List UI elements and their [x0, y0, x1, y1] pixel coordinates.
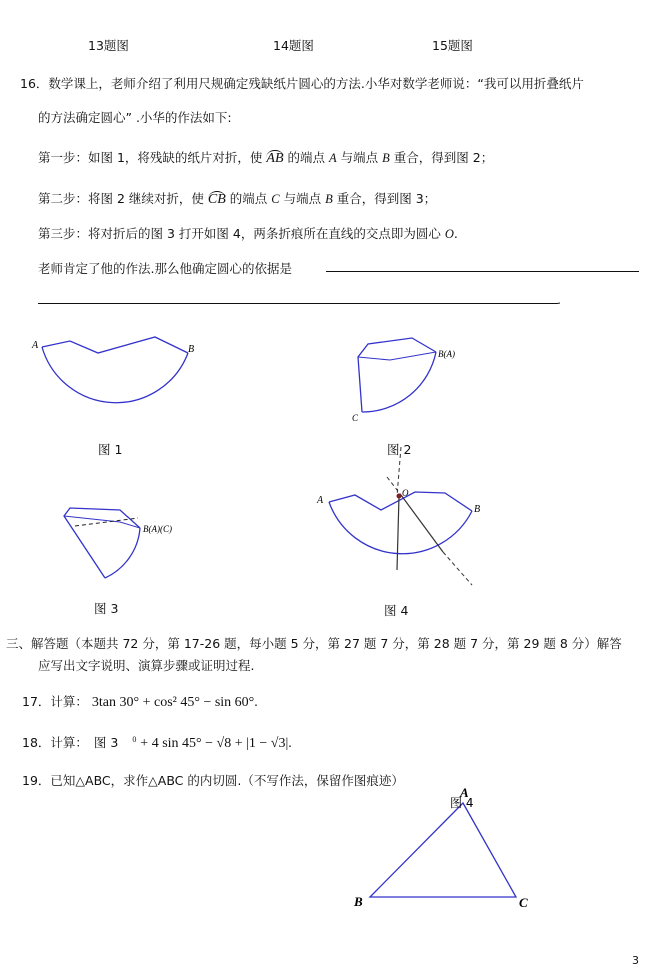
- figure-2: [350, 332, 470, 427]
- q17-number: 17．计算：: [22, 694, 88, 709]
- fig15-caption: 15题图: [432, 38, 473, 53]
- q16-step3-O: O: [444, 227, 454, 241]
- q16-intro-line2: 的方法确定圆心” .小华的作法如下:: [38, 110, 232, 125]
- q16-step1-B: B: [382, 151, 390, 165]
- q16-step2-suffix: 重合，得到图 3；: [336, 191, 437, 206]
- fig2-label-C: C: [352, 413, 359, 423]
- fig2-outline: [358, 338, 436, 412]
- q16-end-dot: .: [557, 292, 561, 307]
- q16-question: 老师肯定了他的作法.那么他确定圆心的依据是: [38, 261, 292, 276]
- fig1-torn-edge: [42, 337, 188, 353]
- q16-step2-prefix: 第二步：将图 2 继续对折，使: [38, 191, 204, 206]
- fig1-caption: 图 1: [98, 442, 123, 457]
- q16-step2-mid1: 的端点: [229, 191, 268, 206]
- q16-step1-arc: AB: [266, 151, 284, 166]
- fig14-caption: 14题图: [273, 38, 314, 53]
- fig4-crease-1-dashed: [397, 447, 401, 496]
- fig3-caption: 图 3: [94, 601, 119, 616]
- q18-number: 18．计算：: [22, 735, 88, 750]
- q16-answer-line-2[interactable]: [38, 303, 558, 304]
- fig2-fold: [358, 352, 436, 360]
- fig4-label-A: A: [317, 495, 324, 506]
- fig4-label-O: O: [402, 488, 409, 498]
- q19-triangle-figure: [350, 785, 540, 915]
- q19-fig-label: 图 4: [450, 796, 474, 810]
- q19-text: 已知△ABC，求作△ABC 的内切圆.（不写作法，保留作图痕迹）: [50, 773, 404, 788]
- fig3-arc: [105, 528, 140, 578]
- figure-3: [60, 500, 190, 585]
- figure-4: [315, 440, 495, 590]
- q16-step1-suffix: 重合，得到图 2；: [393, 150, 494, 165]
- q16-number: 16．: [20, 76, 49, 91]
- q16-step1-mid1: 的端点: [287, 150, 326, 165]
- fig2-label-B: B(A): [438, 349, 455, 359]
- page-number: 3: [632, 954, 639, 967]
- fig4-caption: 图 4: [384, 603, 409, 618]
- q16-step1: [38, 148, 493, 167]
- fig1-arc: [42, 347, 188, 403]
- q16-intro-line1: [20, 74, 584, 92]
- fig1-label-B: B: [188, 344, 195, 355]
- fig3-label-B: B(A)(C): [143, 524, 172, 534]
- q16-step1-mid2: 与端点: [340, 150, 379, 165]
- section3-line1: 三、解答题（本题共 72 分，第 17-26 题，每小题 5 分，第 27 题 7 分，第 28 题 7 分，第 29 题 8 分）解答: [6, 636, 622, 651]
- q16-step2-mid2: 与端点: [283, 191, 322, 206]
- q16-answer-line-1[interactable]: [326, 271, 639, 272]
- q16-step2: [38, 189, 436, 208]
- fig4-crease-2-dashed: [387, 477, 401, 495]
- triangle-ABC: [370, 803, 516, 897]
- q17: [22, 692, 258, 711]
- triangle-label-B: B: [354, 894, 363, 909]
- fig4-label-B: B: [474, 504, 481, 515]
- section3-line2: 应写出文字说明、演算步骤或证明过程.: [38, 658, 255, 673]
- q19: [22, 771, 404, 789]
- triangle-label-C: C: [519, 895, 528, 910]
- q17-expression: 3tan 30° + cos² 45° − sin 60°.: [91, 695, 258, 710]
- fig3-outline: [64, 508, 140, 578]
- q18-superscript: 0: [132, 734, 137, 744]
- fig4-crease-2-dashed-end: [443, 552, 472, 585]
- q16-step2-B: B: [325, 192, 333, 206]
- triangle-label-A: A: [460, 785, 469, 800]
- q18-overlay-caption: 图 3: [93, 735, 119, 750]
- q16-step3: [38, 224, 458, 242]
- q16-step1-prefix: 第一步：如图 1，将残缺的纸片对折，使: [38, 150, 263, 165]
- q16-step2-arc: CB: [207, 192, 226, 207]
- q18-expression: + 4 sin 45° − √8 + |1 − √3|.: [140, 736, 292, 751]
- fig2-caption: 图 2: [387, 442, 412, 457]
- q19-number: 19．: [22, 773, 51, 788]
- fig4-arc: [329, 502, 472, 554]
- fig4-crease-1-solid: [397, 496, 399, 570]
- fig4-center-O: [397, 494, 402, 499]
- q16-intro-text1: 数学课上，老师介绍了利用尺规确定残缺纸片圆心的方法.小华对数学老师说：“我可以用折叠纸片: [48, 76, 584, 91]
- q16-step2-C: C: [271, 192, 280, 206]
- fig2-arc: [362, 352, 436, 412]
- q16-step3-end: .: [453, 226, 458, 241]
- figure-1: [30, 335, 200, 425]
- q16-step3-text: 第三步：将对折后的图 3 打开如图 4，两条折痕所在直线的交点即为圆心: [38, 226, 441, 241]
- fig4-crease-2-solid: [401, 495, 443, 552]
- q16-step1-A: A: [329, 151, 337, 165]
- q18: [22, 733, 292, 752]
- fig1-label-A: A: [32, 340, 39, 351]
- fig13-caption: 13题图: [88, 38, 129, 53]
